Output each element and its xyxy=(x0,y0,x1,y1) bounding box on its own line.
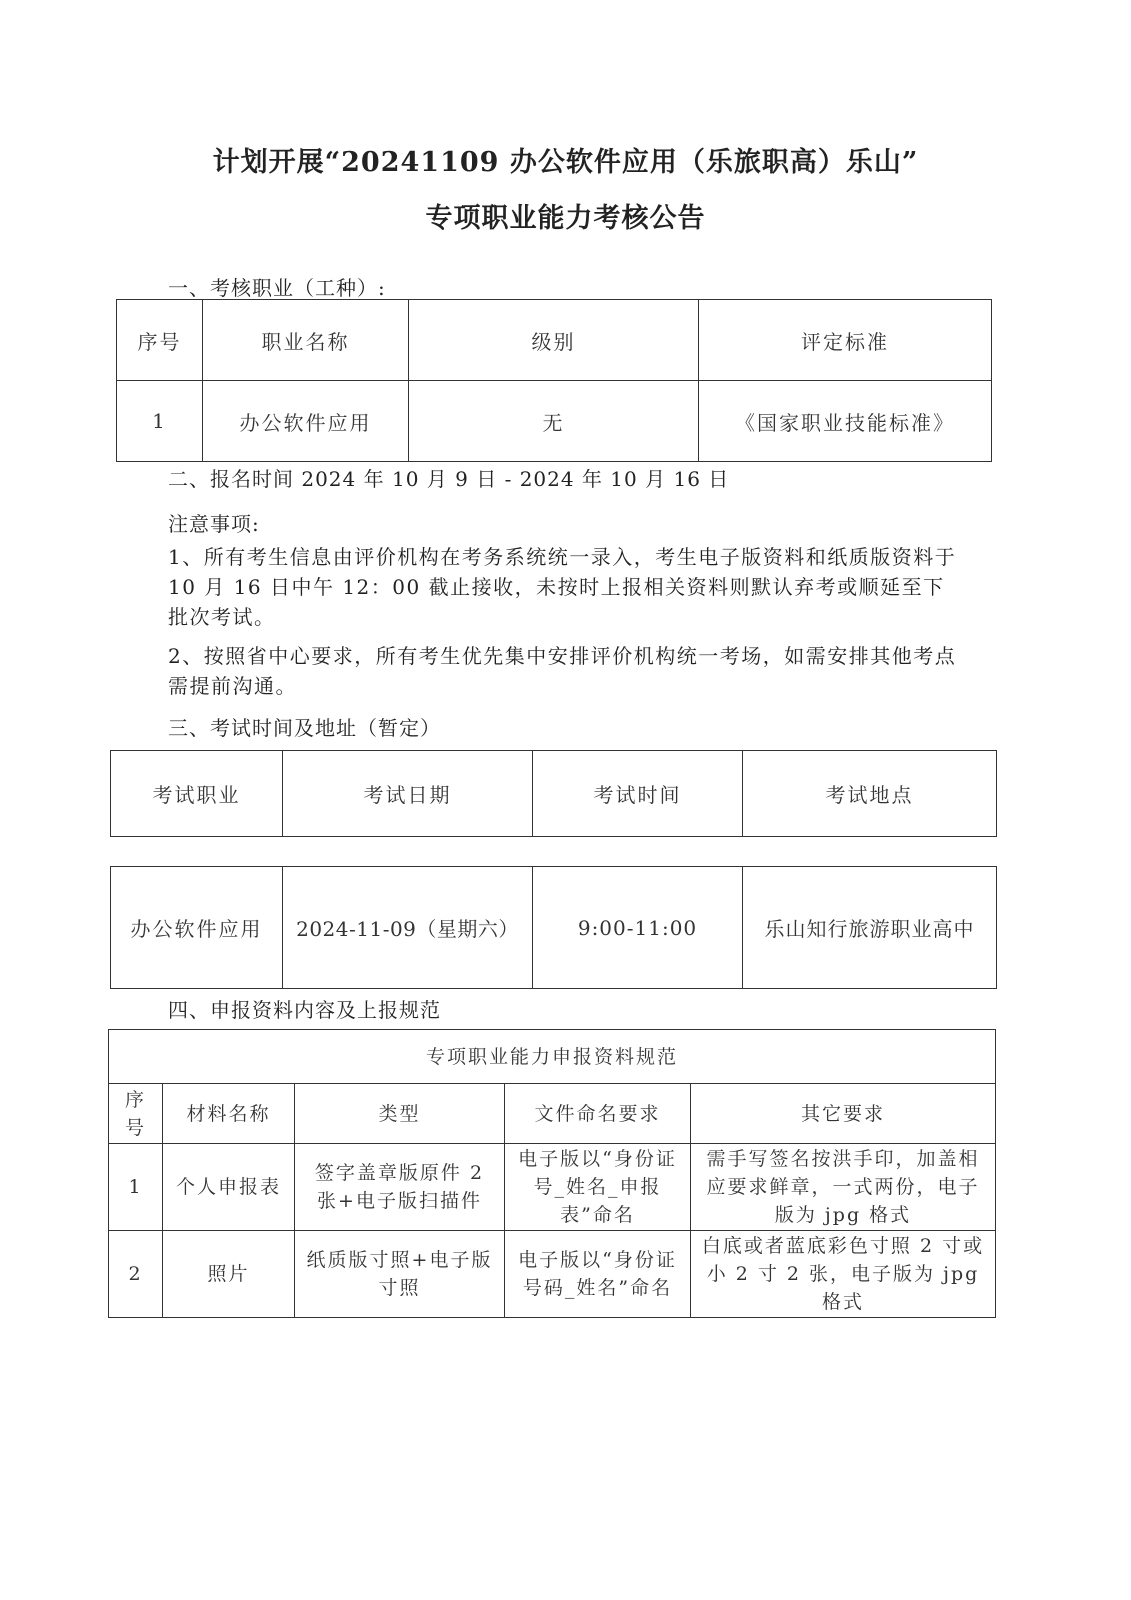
table-header-cell: 考试时间 xyxy=(533,751,743,837)
table-header-cell: 考试职业 xyxy=(111,751,283,837)
table-cell: 2024-11-09（星期六） xyxy=(283,867,533,989)
table-row xyxy=(109,1144,996,1231)
table-cell: 电子版以“身份证号_姓名_申报表”命名 xyxy=(505,1144,691,1231)
table-cell: 纸质版寸照+电子版寸照 xyxy=(295,1231,505,1318)
table-header-cell: 文件命名要求 xyxy=(505,1084,691,1144)
table-cell: 2 xyxy=(109,1231,163,1318)
notes-label: 注意事项: xyxy=(168,512,260,536)
table-header-cell: 材料名称 xyxy=(163,1084,295,1144)
table-header-row xyxy=(111,751,997,837)
occupation-table xyxy=(116,299,992,462)
table-header-cell: 其它要求 xyxy=(691,1084,996,1144)
table-header-cell: 序号 xyxy=(117,300,203,381)
table-caption: 专项职业能力申报资料规范 xyxy=(109,1030,996,1084)
section3-heading: 三、考试时间及地址（暂定） xyxy=(168,716,441,740)
document-title-line2: 专项职业能力考核公告 xyxy=(425,203,706,234)
section2-heading: 二、报名时间 2024 年 10 月 9 日 - 2024 年 10 月 16 日 xyxy=(168,467,730,491)
table-header-cell: 类型 xyxy=(295,1084,505,1144)
exam-schedule-table xyxy=(110,866,997,989)
table-header-cell: 职业名称 xyxy=(203,300,409,381)
table-cell: 《国家职业技能标准》 xyxy=(699,381,992,462)
table-row xyxy=(109,1231,996,1318)
section1-heading: 一、考核职业（工种）: xyxy=(168,276,386,300)
table-cell: 白底或者蓝底彩色寸照 2 寸或小 2 寸 2 张，电子版为 jpg 格式 xyxy=(691,1231,996,1318)
table-header-row xyxy=(117,300,992,381)
table-cell: 照片 xyxy=(163,1231,295,1318)
table-row xyxy=(117,381,992,462)
table-cell: 9:00-11:00 xyxy=(533,867,743,989)
table-cell: 办公软件应用 xyxy=(203,381,409,462)
table-header-cell: 考试地点 xyxy=(743,751,997,837)
note-1: 1、所有考生信息由评价机构在考务系统统一录入，考生电子版资料和纸质版资料于 10 月 16 日中午 12：00 截止接收，未按时上报相关资料则默认弃考或顺延至下批次考试。 xyxy=(168,545,957,629)
table-cell: 无 xyxy=(409,381,699,462)
table-cell: 电子版以“身份证号码_姓名”命名 xyxy=(505,1231,691,1318)
exam-schedule-header-table xyxy=(110,750,997,837)
table-cell: 1 xyxy=(109,1144,163,1231)
table-cell: 办公软件应用 xyxy=(111,867,283,989)
table-header-cell: 评定标准 xyxy=(699,300,992,381)
note-2: 2、按照省中心要求，所有考生优先集中安排评价机构统一考场，如需安排其他考点需提前沟通。 xyxy=(168,644,957,698)
section4-heading: 四、申报资料内容及上报规范 xyxy=(168,998,441,1022)
table-header-row xyxy=(109,1084,996,1144)
table-header-cell: 序号 xyxy=(109,1084,163,1144)
table-cell: 签字盖章版原件 2 张+电子版扫描件 xyxy=(295,1144,505,1231)
table-header-cell: 级别 xyxy=(409,300,699,381)
table-cell: 1 xyxy=(117,381,203,462)
table-cell: 个人申报表 xyxy=(163,1144,295,1231)
table-cell: 乐山知行旅游职业高中 xyxy=(743,867,997,989)
document-title-line1: 计划开展“20241109 办公软件应用（乐旅职高）乐山” xyxy=(212,147,919,178)
table-header-cell: 考试日期 xyxy=(283,751,533,837)
table-caption-row xyxy=(109,1030,996,1084)
table-cell: 需手写签名按洪手印，加盖相应要求鲜章，一式两份，电子版为 jpg 格式 xyxy=(691,1144,996,1231)
materials-table xyxy=(108,1029,996,1318)
table-row xyxy=(111,867,997,989)
